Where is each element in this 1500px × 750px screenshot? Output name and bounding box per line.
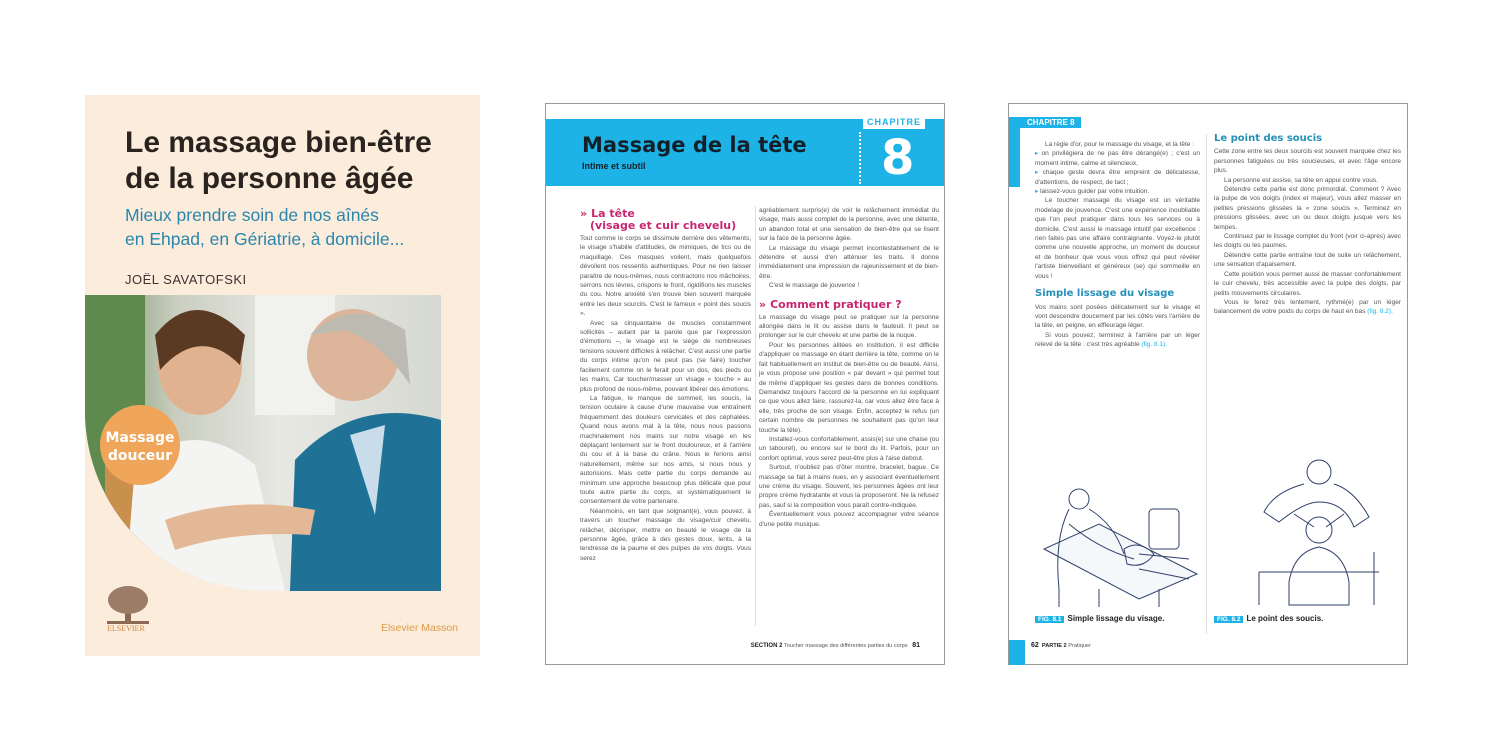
paragraph: Surtout, n'oubliez pas d'ôter montre, bracelet, bague. Ce massage se fait à mains nues, en y associant éventuellement une crème du visage. Souvent, les personnes âgées ont leur propre crème hydratante et vous la proposeront. Ne la refusez pas, sauf si la composition vous paraît contre-indiquée.: [759, 464, 939, 509]
paragraph: Éventuellement vous pouvez accompagner votre séance d'une petite musique.: [759, 511, 939, 528]
paragraph: Vos mains sont posées délicatement sur le visage et vont descendre doucement par les côtés vers l'arrière de la tête, en peigne, en effleurage léger.: [1035, 303, 1200, 330]
paragraph: Cette position vous permet aussi de masser confortablement le cuir chevelu, très accessible avec la pulpe des doigts, par petits mouvements circulaires.: [1214, 270, 1401, 297]
caption-text: Simple lissage du visage.: [1067, 614, 1165, 623]
elsevier-logo-text: ELSEVIER: [107, 624, 145, 633]
paragraph: Installez-vous confortablement, assis(e) sur une chaise (ou un tabouret), ou encore sur le bord du lit. Parfois, pour un confort optimal, vous serez peut-être plus à l'aise debout.: [759, 435, 939, 462]
chapter-tab: [1009, 117, 1081, 128]
bullet-item: [1035, 187, 1200, 196]
paragraph: Le massage du visage permet incontestablement de le détendre et aussi d'en atténuer les traits. Il donne immédiatement une impression de rajeunissement et de bien-être.: [759, 244, 939, 280]
bullet-icon: ▸: [1035, 188, 1041, 196]
paragraph-text: Si vous pouvez, terminez à l'arrière par un léger relevé de la tête : c'est très agréable: [1035, 331, 1200, 349]
text-column-2: [759, 206, 939, 529]
paragraph: [1035, 331, 1200, 350]
paragraph: Tout comme le corps se dissimule derrière des vêtements, le visage s'habille d'attitudes, de mimiques, de tics ou de maquillage. Ces masques voilent, mais quelquefois dévoilent nos ressentis authentiques. Pour ne rien laisser paraître de nous-mêmes, nous contractons nos mâchoires, serrons nos lèvres, crispons le front, rigidifions les muscles du cou. Notre anxiété s'en trouve bien souvent marquée entre les deux sourcils. C'est le fameux « point des soucis ».: [580, 235, 751, 318]
paragraph: Détendre cette partie est donc primordial. Comment ? Avec la pulpe de vos doigts (index et majeur), vous allez masser en petites pressions glissées la « zone soucis ». Terminez en pressions glissées, avec un ou deux doigts jusque vers les tempes.: [1214, 186, 1401, 231]
badge-line: Massage: [105, 430, 175, 446]
elsevier-tree-logo-icon: [105, 585, 151, 625]
cover-subtitle-line: en Ehpad, en Gériatrie, à domicile...: [125, 229, 405, 249]
paragraph: Détendre cette partie entraîne tout de suite un relâchement, une sensation d'apaisement.: [1214, 251, 1401, 269]
footer-section: SECTION 2: [750, 643, 783, 649]
bullet-text: on privilégiera de ne pas être dérangé(e) ; c'est un moment intime, calme et silencieux,: [1035, 150, 1200, 167]
cover-subtitle: [125, 203, 404, 251]
heading-point-des-soucis: Le point des soucis: [1214, 133, 1323, 144]
figure-tag: FIG. 8.1: [1035, 616, 1064, 623]
chevron-icon: »: [580, 207, 588, 220]
chapter-number: 8: [881, 130, 915, 186]
footer-accent-block: [1009, 640, 1025, 665]
paragraph: Cette zone entre les deux sourcils est souvent marquée chez les personnes fatiguées ou très soucieuses, et avec l'âge encore plus.: [1214, 148, 1401, 175]
paragraph-text: Vous le ferez très lentement, rythmé(e) par un léger balancement de votre poids du corps de haut en bas: [1214, 298, 1401, 316]
figure-tag: FIG. 8.2: [1214, 616, 1243, 623]
caption-text: Le point des soucis.: [1246, 614, 1324, 623]
bullet-text: chaque geste devra être empreint de délicatesse, d'attentions, de respect, de tact ;: [1035, 169, 1200, 186]
chapter-tab-label: CHAPITRE: [1027, 118, 1068, 127]
figure-8-1-illustration: [1039, 479, 1199, 609]
page-number: 81: [912, 642, 920, 649]
bullet-icon: ▸: [1035, 169, 1043, 177]
figure-reference-link[interactable]: (fig. 8.1).: [1141, 341, 1168, 349]
badge-line: douceur: [107, 448, 173, 464]
publisher-name: Elsevier Masson: [380, 622, 458, 634]
cover-subtitle-line: Mieux prendre soin de nos aînés: [125, 205, 379, 225]
text-column-1: [1035, 140, 1200, 350]
paragraph: Avec sa cinquantaine de muscles constamment sollicités – autant par la parole que par l'expression d'émotions –, le visage est le siège de nombreuses tensions souvent difficiles à relâcher. C'est aussi une partie du corps intime qu'on ne peut pas (se faire) toucher facilement comme on le ferait pour un dos, des pieds ou les mains. Car toucher/masser un visage « touche » au plus profond de nous-même, pouvant libérer des émotions.: [580, 319, 751, 393]
paragraph: C'est le massage de jouvence !: [769, 282, 860, 290]
paragraph: Le toucher massage du visage est un véritable modelage de jouvence. C'est une expérience inoubliable que l'on peut pratiquer dans tous les services ou à domicile. C'est aussi le massage intuitif par excellence : rien faites pas une affaire contraignante. Voyez-le plutôt comme une nouvelle approche, un moment de douceur et de bonheur que vous vous offrez qui peut révéler l'artiste bienveillant et généreux (se) qui sommeille en vous !: [1035, 197, 1200, 280]
bullet-icon: ▸: [1035, 150, 1042, 158]
paragraph: Continuez par le lissage complet du front (voir ci-après) avec les doigts ou les paumes.: [1214, 233, 1401, 250]
chevron-icon: »: [759, 297, 767, 311]
text-column-1: [580, 206, 751, 563]
bullet-item: [1035, 149, 1200, 168]
heading-text: Comment pratiquer ?: [770, 297, 902, 311]
text-column-2: [1214, 134, 1401, 317]
heading-simple-lissage: Simple lissage du visage: [1035, 288, 1175, 300]
paragraph: agréablement surpris(e) de voir le relâchement immédiat du visage, mais aussi complet de la personne, avec une détente, un abandon total et une sensation de bien-être qui se lisent sur la face de la personne âgée.: [759, 207, 939, 243]
footer-text: Pratiquer: [1068, 643, 1091, 649]
cover-title-line: de la personne âgée: [125, 162, 414, 195]
figure-8-2-illustration: [1234, 452, 1394, 607]
cover-author: JOËL SAVATOFSKI: [125, 272, 247, 287]
paragraph: [1214, 298, 1401, 317]
heading-line: La tête: [591, 207, 635, 220]
paragraph: Pour les personnes alitées en institution, il est difficile d'appliquer ce massage en étant derrière la tête, comme on le fait habituellement en institut de bien-être ou de beauté. Ainsi, je vous propose une position « par devant » qui permet tout de même d'appliquer les gestes dans de bonnes conditions. Demandez toujours l'accord de la personne en lui expliquant ce que vous allez faire, rassurez-la, car vous allez être face à elle, très proche de son visage. Enfin, acceptez le refus (un certain nombre de personnes ne souhaitent pas qu'on leur touche la tête).: [759, 341, 939, 434]
paragraph: La personne est assise, sa tête en appui contre vous.: [1224, 176, 1378, 184]
paragraph: Néanmoins, en tant que soignant(e), vous pouvez, à travers un toucher massage du visage/cuir chevelu, relâcher, décrisper, mettre en beauté le visage de la personne âgée, grâce à des gestes doux, lents, à la tendresse de la paume et des pulpes de vos doigts. Vous serez: [580, 507, 751, 562]
figure-8-1-caption: [1035, 614, 1164, 623]
sample-page-62: [1008, 103, 1408, 665]
column-divider: [1206, 134, 1207, 634]
paragraph: Le massage du visage peut se pratiquer sur la personne allongée dans le lit ou assise dans le fauteuil. Il peut se prolonger sur le cuir chevelu et une partie de la nuque.: [759, 313, 939, 340]
cover-title: [125, 125, 432, 197]
bullet-text: laissez-vous guider par votre intuition.: [1040, 188, 1150, 196]
chapter-title: Massage de la tête: [582, 133, 807, 157]
chapter-label: CHAPITRE: [863, 116, 925, 129]
page-footer: [1031, 642, 1091, 649]
paragraph: La règle d'or, pour le massage du visage, et la tête :: [1045, 141, 1195, 148]
massage-douceur-badge: [100, 405, 180, 485]
chapter-tab-number: 8: [1070, 118, 1075, 127]
figure-8-2-caption: [1214, 614, 1323, 623]
section-heading-comment-pratiquer: [759, 299, 939, 311]
chapter-subtitle: Intime et subtil: [582, 161, 646, 171]
section-heading-la-tete: [580, 208, 751, 232]
bullet-item: [1035, 168, 1200, 187]
figure-reference-link[interactable]: (fig. 8.2).: [1367, 308, 1393, 316]
dotted-divider: [859, 132, 861, 184]
column-divider: [755, 206, 756, 626]
page-footer: [751, 642, 920, 649]
sample-page-81: [545, 103, 945, 665]
page-number: 62: [1031, 642, 1039, 649]
book-cover: [85, 95, 480, 656]
heading-line: (visage et cuir chevelu): [590, 219, 737, 232]
footer-part: PARTIE 2: [1041, 643, 1067, 649]
footer-text: Toucher massage des différentes parties du corps: [783, 643, 908, 649]
cover-title-line: Le massage bien-être: [125, 126, 432, 159]
paragraph: La fatigue, le manque de sommeil, les soucis, la tension oculaire à cause d'une mauvaise vue entraînent fréquemment des douleurs cervicales et des céphalées. Quand nous avons mal à la tête, nous nous passons machinalement nos mains sur notre visage en les déplaçant lentement sur le front douloureux, et à l'arrière du cou et à la base du crâne. Nous le ferions ainsi naturellement, même sur nos amis, si nous nous y autorisions. Mais cette partie du corps demande au minimum une approche beaucoup plus délicate que pour toute autre partie du corps, et systématiquement le consentement de votre partenaire.: [580, 394, 751, 506]
